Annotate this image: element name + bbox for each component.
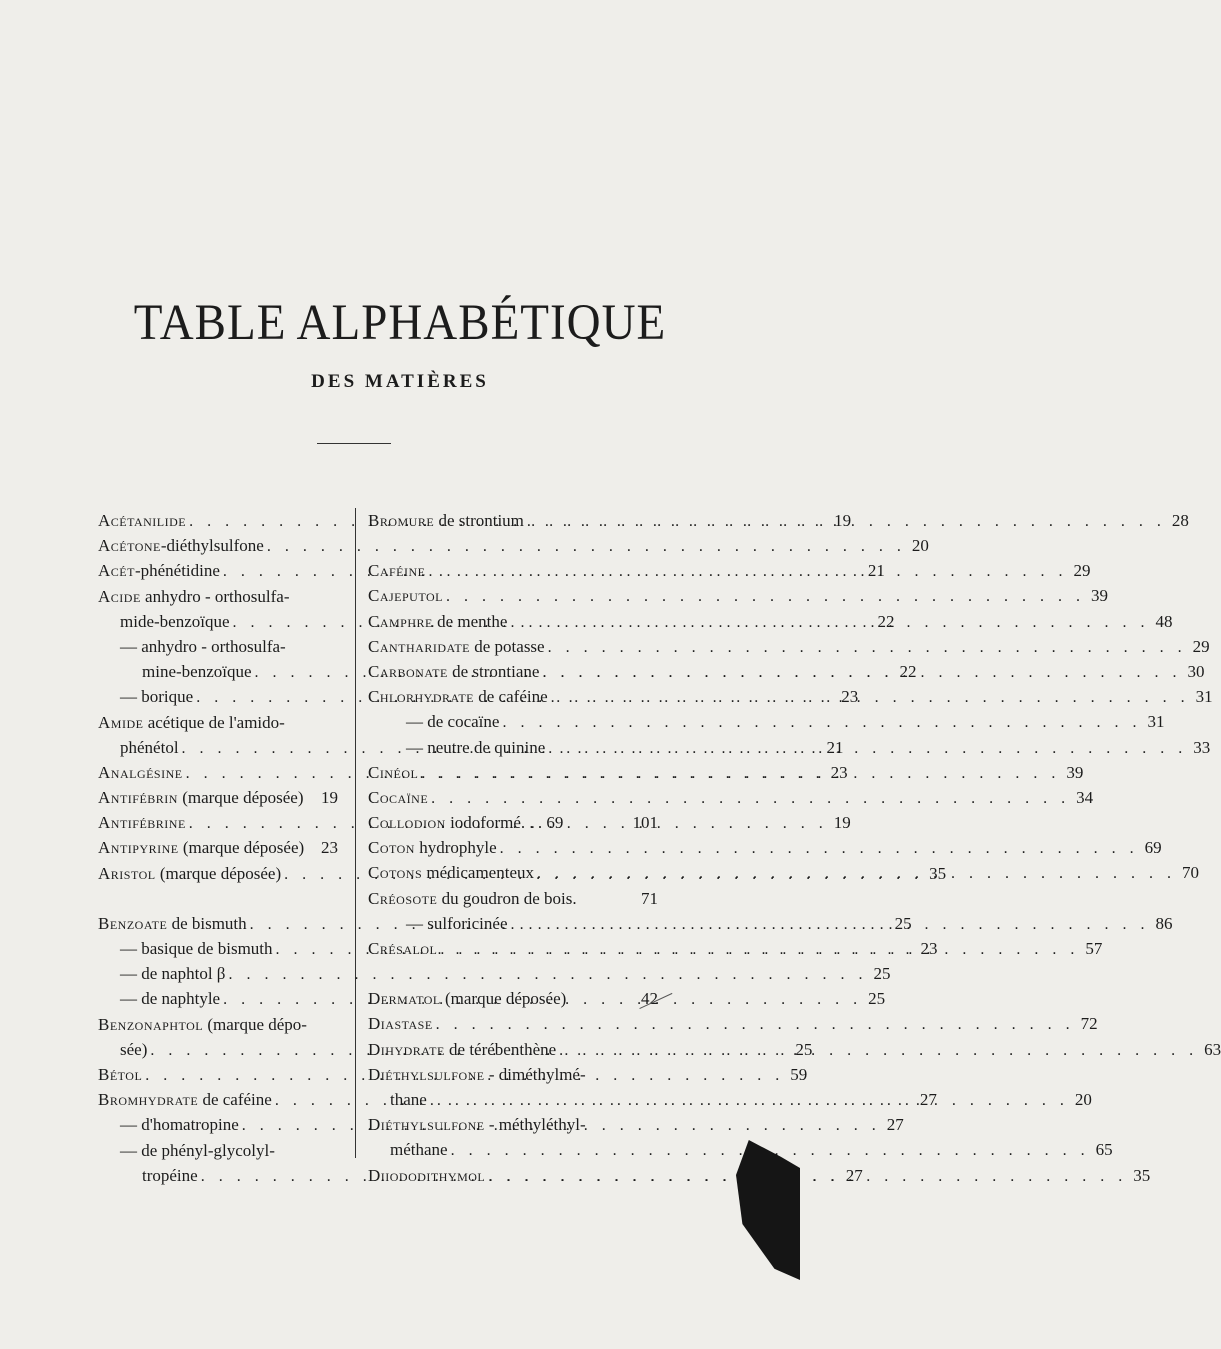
- entry-text: [120, 609, 230, 634]
- leader-dots: [548, 736, 1187, 761]
- leader-dots: [542, 660, 1181, 685]
- page-number: 25: [873, 964, 891, 984]
- page-number: 23: [321, 838, 338, 858]
- page-number: 48: [1155, 611, 1173, 631]
- entry-text: [368, 986, 566, 1011]
- entry-headword: Bétol: [98, 1064, 143, 1084]
- entry-text: [368, 1062, 586, 1087]
- entry-text: [98, 861, 281, 886]
- entry-rest: -diéthylsulfone: [160, 536, 264, 556]
- page-number: 19: [834, 511, 852, 530]
- entry-rest: de caféine: [198, 1090, 272, 1110]
- entry-rest: - méthyléthyl-: [484, 1115, 586, 1135]
- entry-rest: mide-benzoïque: [120, 611, 230, 631]
- entry-text: [98, 558, 220, 583]
- entry-headword: Aristol: [98, 863, 156, 883]
- entry-text: [368, 810, 563, 835]
- page-number: 27: [845, 1165, 863, 1185]
- index-gap: [368, 533, 658, 558]
- page-number: 28: [1171, 511, 1189, 530]
- entry-text: [142, 1163, 198, 1188]
- entry-rest: (marque déposée): [440, 989, 567, 1009]
- leader-dots: [537, 861, 1176, 886]
- entry-headword: Camphre: [368, 611, 433, 631]
- entry-headword: Analgésine: [98, 762, 183, 782]
- page-number: 69: [1144, 838, 1162, 858]
- page-number: 22: [877, 611, 895, 631]
- entry-rest: médicamenteux: [422, 863, 534, 883]
- entry-rest: — sulforicinée: [406, 913, 508, 933]
- entry-headword: Amide: [98, 712, 144, 732]
- index-entry: [98, 1138, 338, 1163]
- entry-text: [98, 785, 304, 810]
- index-entry: [368, 810, 658, 835]
- entry-text: [368, 558, 426, 583]
- index-entry: [368, 986, 658, 1011]
- leader-dots: [510, 610, 1149, 635]
- entry-headword: Bromure: [368, 511, 435, 530]
- entry-headword: Dermatol: [368, 989, 441, 1009]
- entry-text: [368, 634, 545, 659]
- entry-text: [368, 785, 428, 810]
- entry-headword: Acétone: [98, 536, 161, 556]
- entry-headword: Cinéol: [368, 762, 419, 782]
- leader-dots: [436, 1012, 1075, 1037]
- entry-rest: du goudron de bois.: [437, 888, 577, 908]
- entry-rest: iodoformé. . . 69: [445, 813, 564, 833]
- page-number: 25: [894, 913, 912, 933]
- leader-dots: [488, 1164, 1127, 1189]
- entry-text: [98, 533, 264, 558]
- entry-rest: de térébenthène: [444, 1039, 557, 1059]
- page-number: 72: [1080, 1014, 1098, 1034]
- page-number: 101: [632, 813, 658, 833]
- entry-rest: — de naphtyle: [120, 989, 221, 1009]
- entry-text: [98, 810, 186, 835]
- page-number: 86: [1155, 913, 1173, 933]
- entry-rest: anhydro - orthosulfa-: [140, 586, 290, 606]
- index-entry: [98, 835, 338, 860]
- index-entry: [368, 1062, 658, 1087]
- index-gap: [98, 886, 338, 911]
- index-entry: [98, 634, 338, 659]
- page-number: 23: [841, 687, 859, 707]
- page-number: 57: [1085, 939, 1103, 958]
- page-number: 71: [641, 888, 658, 908]
- index-gap: [368, 961, 658, 986]
- entry-rest: phénétol: [120, 737, 179, 757]
- leader-dots: [446, 584, 1085, 609]
- page-subtitle: DES MATIÈRES: [311, 371, 489, 392]
- entry-headword: Crésalol: [368, 939, 438, 958]
- leader-dots: [551, 685, 1190, 710]
- index-entry: [368, 886, 658, 911]
- entry-headword: Caféine: [368, 561, 426, 581]
- entry-rest: de strontiane: [447, 661, 540, 681]
- leader-dots: [511, 912, 1150, 937]
- entry-text: [98, 1087, 272, 1112]
- page-number: 27: [886, 1115, 904, 1135]
- entry-headword: Collodion: [368, 813, 446, 833]
- index-entry: [368, 709, 1165, 734]
- page-number: 22: [899, 662, 917, 682]
- entry-rest: thane: [390, 1089, 427, 1109]
- entry-text: [120, 634, 286, 659]
- leader-dots: [431, 786, 1070, 811]
- leader-dots: [429, 559, 1068, 584]
- entry-rest: — anhydro - orthosulfa-: [120, 636, 286, 656]
- page-number: 27: [919, 1090, 937, 1110]
- entry-rest: (marque déposée): [177, 788, 304, 808]
- entry-text: [120, 735, 179, 760]
- page-number: 21: [867, 561, 885, 581]
- entry-text: [368, 609, 507, 634]
- page-number: 59: [790, 1064, 808, 1084]
- entry-text: [368, 583, 443, 608]
- entry-rest: - diméthylmé-: [484, 1064, 586, 1084]
- entry-headword: Antifébrine: [98, 813, 186, 833]
- page-number: 23: [920, 939, 938, 958]
- index-entry: [98, 1012, 338, 1037]
- entry-rest: — d'homatropine: [120, 1115, 239, 1135]
- entry-rest: (marque déposée): [178, 838, 305, 858]
- entry-text: [120, 961, 225, 986]
- entry-text: [406, 709, 499, 734]
- entry-text: [368, 860, 534, 885]
- entry-headword: Cocaïne: [368, 787, 429, 807]
- entry-headword: Acétanilide: [98, 511, 187, 530]
- index-entry: [98, 961, 891, 986]
- entry-text: [98, 584, 290, 609]
- entry-rest: — borique: [120, 687, 194, 707]
- entry-text: [390, 1137, 448, 1162]
- page-number: 31: [1195, 687, 1213, 707]
- page-number: 19: [833, 813, 851, 833]
- leader-dots: [430, 1088, 1069, 1113]
- entry-headword: Cotons: [368, 863, 423, 883]
- page-number: 30: [1187, 661, 1205, 681]
- page-number: 29: [1073, 561, 1091, 581]
- entry-text: [98, 1012, 307, 1037]
- entry-text: [120, 986, 220, 1011]
- entry-text: [390, 1087, 427, 1112]
- page-number: 35: [929, 863, 947, 883]
- page-number: 33: [1193, 737, 1211, 757]
- entry-headword: Acide: [98, 586, 141, 606]
- index-entry: [368, 1137, 1113, 1162]
- entry-headword: Diéthylsulfone: [368, 1064, 485, 1084]
- entry-rest: -phénétidine: [134, 561, 220, 581]
- leader-dots: [500, 836, 1139, 861]
- page-number: 35: [1133, 1165, 1151, 1185]
- entry-headword: Benzoate: [98, 913, 168, 933]
- page-title: TABLE ALPHABÉTIQUE: [133, 294, 667, 352]
- index-entry: [368, 634, 1210, 659]
- entry-text: [368, 1163, 485, 1188]
- entry-rest: — de cocaïne: [406, 712, 500, 732]
- entry-rest: mine-benzoïque: [142, 662, 252, 682]
- entry-rest: de caféine: [474, 687, 548, 707]
- entry-headword: Acét: [98, 561, 135, 581]
- page-number: 25: [868, 989, 886, 1009]
- entry-rest: — de naphtol β: [120, 964, 226, 984]
- entry-text: [98, 835, 304, 860]
- entry-rest: de potasse: [470, 636, 545, 656]
- entry-rest: de strontium: [434, 511, 524, 530]
- leader-dots: [440, 937, 1079, 962]
- entry-text: [142, 659, 252, 684]
- page-number: 65: [1095, 1140, 1113, 1160]
- entry-rest: (marque dépo-: [203, 1014, 307, 1034]
- index-entry: [368, 583, 1108, 608]
- entry-text: [368, 936, 437, 961]
- entry-rest: (marque déposée): [155, 863, 282, 883]
- entry-text: [368, 659, 539, 684]
- entry-text: [98, 760, 183, 785]
- leader-dots: [548, 635, 1187, 660]
- entry-headword: Dihydrate: [368, 1039, 445, 1059]
- title-rule: [317, 443, 391, 444]
- page-number: 23: [830, 762, 848, 782]
- entry-text: [368, 1011, 433, 1036]
- entry-rest: méthane: [390, 1140, 448, 1160]
- entry-rest: — neutre de quinine: [406, 737, 546, 757]
- page-number: 29: [1192, 636, 1210, 656]
- entry-text: [98, 508, 186, 533]
- entry-headword: Antipyrine: [98, 838, 179, 858]
- leader-dots: [559, 1038, 1198, 1063]
- entry-headword: Diastase: [368, 1014, 433, 1034]
- entry-text: [368, 508, 524, 533]
- page-number: 34: [1076, 787, 1094, 807]
- entry-text: [98, 1062, 142, 1087]
- entry-text: [120, 936, 273, 961]
- entry-text: [120, 1138, 275, 1163]
- entry-headword: Diiododithymol: [368, 1165, 486, 1185]
- page-number: 63: [1204, 1039, 1221, 1059]
- entry-text: [98, 710, 285, 735]
- entry-rest: — basique de bismuth: [120, 939, 273, 958]
- page-number: 19: [321, 788, 338, 808]
- leader-dots: [421, 761, 1060, 786]
- entry-headword: Diéthylsulfone: [368, 1115, 485, 1135]
- entry-text: [120, 1037, 147, 1062]
- entry-rest: de bismuth: [167, 913, 247, 933]
- entry-rest: sée): [120, 1039, 148, 1059]
- page-number: 31: [1147, 712, 1165, 732]
- entry-text: [368, 684, 548, 709]
- index-entry: [98, 533, 929, 558]
- page-number: 25: [795, 1039, 813, 1059]
- entry-text: [120, 684, 193, 709]
- page-number: 42: [641, 989, 658, 1009]
- leader-dots: [502, 710, 1141, 735]
- page-number: 20: [1074, 1089, 1092, 1109]
- index-entry: [98, 785, 338, 810]
- index-entry: [368, 835, 1162, 860]
- entry-text: [368, 1112, 586, 1137]
- entry-rest: — de phényl-glycolyl-: [120, 1140, 275, 1160]
- entry-rest: acétique de l'amido-: [143, 712, 285, 732]
- page-number: 70: [1182, 863, 1199, 883]
- entry-headword: Cajeputol: [368, 586, 443, 606]
- entry-text: [368, 1037, 556, 1062]
- entry-text: [368, 835, 497, 860]
- entry-headword: Carbonate: [368, 661, 448, 681]
- index-entry: [98, 710, 338, 735]
- entry-headword: Créosote: [368, 888, 438, 908]
- entry-text: [368, 886, 577, 911]
- entry-headword: Bromhydrate: [98, 1090, 199, 1110]
- entry-text: [120, 1112, 239, 1137]
- entry-headword: Cantharidate: [368, 636, 470, 656]
- entry-headword: Coton: [368, 838, 415, 858]
- entry-text: [98, 911, 247, 936]
- page-number: 39: [1066, 762, 1084, 782]
- index-entry: [368, 1112, 658, 1137]
- entry-rest: de menthe: [432, 611, 508, 631]
- entry-text: [406, 735, 545, 760]
- page-number: 39: [1090, 586, 1108, 606]
- index-entry: [368, 1011, 1098, 1036]
- entry-text: [368, 760, 418, 785]
- entry-headword: Antifébrin: [98, 788, 178, 808]
- entry-rest: tropéine: [142, 1165, 198, 1185]
- page-number: 20: [911, 536, 929, 556]
- entry-text: [406, 911, 508, 936]
- index-entry: [98, 584, 338, 609]
- entry-headword: Chlorhydrate: [368, 687, 475, 707]
- leader-dots: [527, 509, 1166, 534]
- index-entry: [368, 785, 1094, 810]
- entry-headword: Benzonaphtol: [98, 1014, 204, 1034]
- entry-rest: hydrophyle: [414, 838, 497, 858]
- page-number: 21: [826, 737, 844, 757]
